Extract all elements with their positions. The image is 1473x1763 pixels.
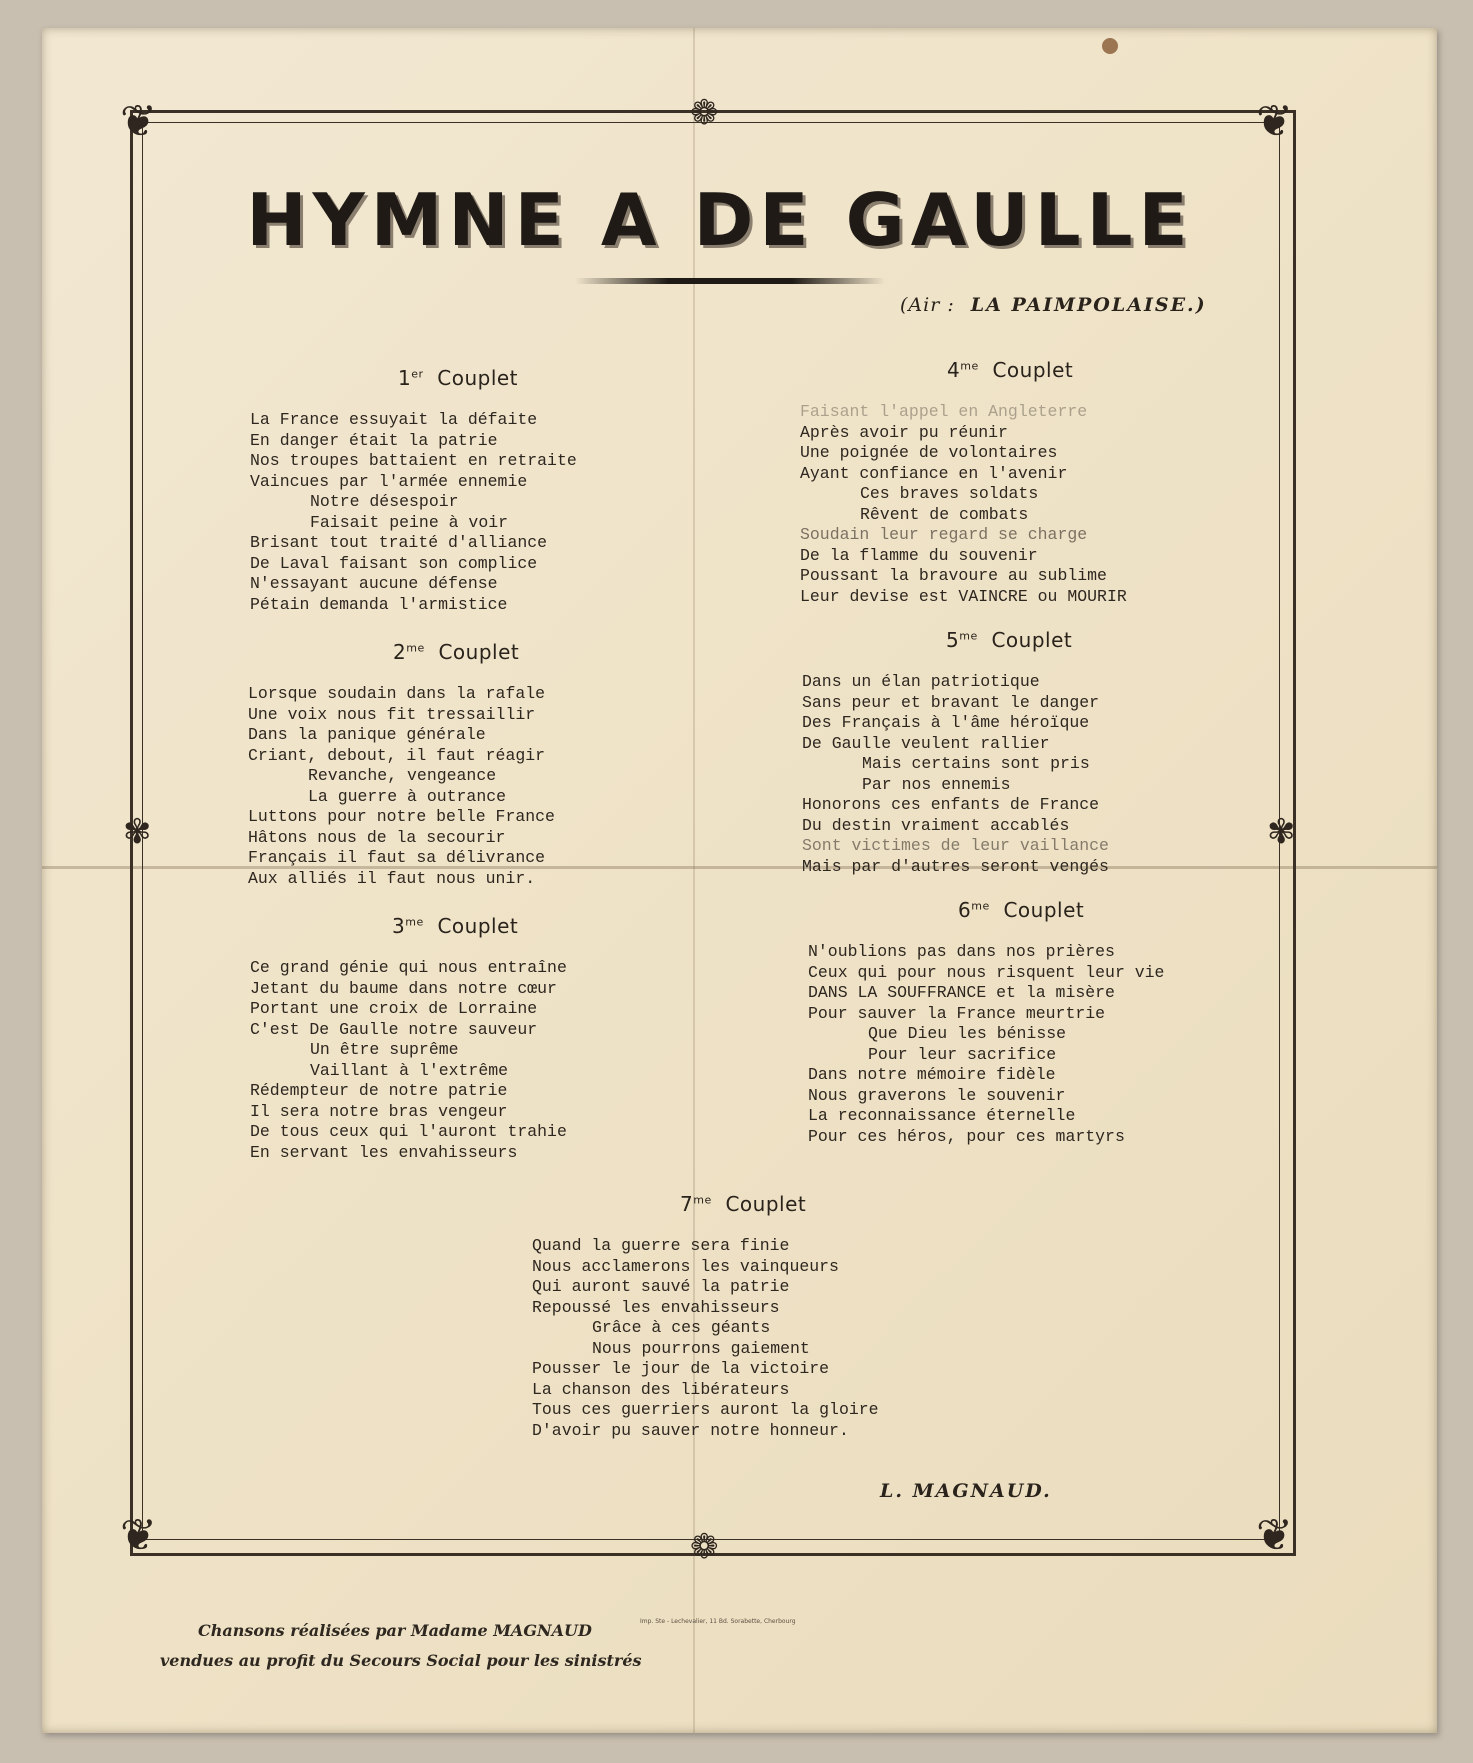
verse-line: Dans la panique générale xyxy=(248,725,486,744)
verse-line: Honorons ces enfants de France xyxy=(802,795,1100,814)
couplet-2 xyxy=(248,640,668,889)
verse-line: Faisait peine à voir xyxy=(310,512,509,532)
couplet-6 xyxy=(808,898,1228,1147)
air-prefix: (Air : xyxy=(900,294,955,316)
verse-line: Par nos ennemis xyxy=(862,774,1011,794)
verse-line: Criant, debout, il faut réagir xyxy=(248,745,546,765)
corner-ornament-top-right-icon: ❦ xyxy=(1256,96,1293,147)
verse-line: Poussant la bravoure au sublime xyxy=(800,566,1107,585)
couplet-lines xyxy=(248,684,668,889)
rust-stain xyxy=(1102,38,1118,54)
verse-line: Hâtons nous de la secourir xyxy=(248,827,506,847)
author-signature: L. MAGNAUD. xyxy=(880,1480,1052,1502)
verse-line: Vaincues par l'armée ennemie xyxy=(250,471,528,491)
verse-line: Aux alliés il faut nous unir. xyxy=(248,868,536,888)
verse-line: Sans peur et bravant le danger xyxy=(802,692,1100,712)
right-mid-ornament-icon: ✾ xyxy=(1267,812,1296,852)
corner-ornament-bottom-left-icon: ❦ xyxy=(120,1510,157,1561)
verse-line: De tous ceux qui l'auront trahie xyxy=(250,1122,567,1141)
verse-line: De Laval faisant son complice xyxy=(250,553,538,573)
printer-credit: Imp. Ste - Lechevalier, 11 Bd. Sorabette, Cherbourg xyxy=(640,1618,796,1625)
couplet-4 xyxy=(800,358,1220,607)
couplet-5 xyxy=(802,628,1222,877)
verse-line: Après avoir pu réunir xyxy=(800,422,1008,442)
verse-line: Dans un élan patriotique xyxy=(802,672,1040,691)
verse-line: En danger était la patrie xyxy=(250,430,498,450)
verse-line: Nous graverons le souvenir xyxy=(808,1085,1066,1105)
verse-line: En servant les envahisseurs xyxy=(250,1142,518,1162)
verse-line: N'essayant aucune défense xyxy=(250,574,498,593)
verse-line: N'oublions pas dans nos prières xyxy=(808,942,1115,961)
verse-line: Ces braves soldats xyxy=(860,484,1039,503)
verse-line: Mais certains sont pris xyxy=(862,754,1090,773)
verse-line: Pour ces héros, pour ces martyrs xyxy=(808,1126,1125,1146)
verse-line: Des Français à l'âme héroïque xyxy=(802,713,1090,732)
air-tune-note xyxy=(900,294,1207,316)
page-title: HYMNE A DE GAULLE xyxy=(246,178,1194,262)
left-mid-ornament-icon: ✾ xyxy=(123,812,152,852)
verse-line: Du destin vraiment accablés xyxy=(802,815,1070,835)
verse-line: Rédempteur de notre patrie xyxy=(250,1081,508,1100)
verse-line: Sont victimes de leur vaillance xyxy=(802,836,1109,855)
footer-line-2: vendues au profit du Secours Social pour les sinistrés xyxy=(160,1651,642,1670)
footer-note xyxy=(160,1616,642,1676)
verse-line: La chanson des libérateurs xyxy=(532,1379,790,1399)
corner-ornament-top-left-icon: ❦ xyxy=(120,96,157,147)
verse-line: DANS LA SOUFFRANCE et la misère xyxy=(808,983,1115,1002)
verse-line: Un être suprême xyxy=(310,1040,459,1059)
couplet-title: $5^{me}$ Couplet xyxy=(946,628,1073,652)
verse-line: Nous pourrons gaiement xyxy=(592,1338,810,1358)
verse-line: C'est De Gaulle notre sauveur xyxy=(250,1019,538,1039)
verse-line: Repoussé les envahisseurs xyxy=(532,1297,780,1317)
couplet-1 xyxy=(250,366,670,615)
verse-line: Une voix nous fit tressaillir xyxy=(248,704,536,724)
verse-line: Qui auront sauvé la patrie xyxy=(532,1277,790,1296)
verse-line: La reconnaissance éternelle xyxy=(808,1106,1076,1125)
verse-line: Luttons pour notre belle France xyxy=(248,807,555,826)
verse-line: Mais par d'autres seront vengés xyxy=(802,856,1109,876)
verse-line: La guerre à outrance xyxy=(308,786,507,806)
verse-line: Revanche, vengeance xyxy=(308,766,497,785)
couplet-title: 1er Couplet xyxy=(398,366,519,390)
couplet-title: $6^{me}$ Couplet xyxy=(958,898,1085,922)
verse-line: Soudain leur regard se charge xyxy=(800,525,1088,544)
verse-line: Tous ces guerriers auront la gloire xyxy=(532,1400,879,1419)
couplet-title: $7^{me}$ Couplet xyxy=(680,1192,807,1216)
verse-line: Il sera notre bras vengeur xyxy=(250,1101,508,1121)
verse-line: Nos troupes battaient en retraite xyxy=(250,451,577,470)
verse-line: Ce grand génie qui nous entraîne xyxy=(250,958,567,977)
couplet-lines xyxy=(800,402,1220,607)
couplet-lines xyxy=(532,1236,952,1441)
verse-line: Une poignée de volontaires xyxy=(800,443,1058,462)
verse-line: La France essuyait la défaite xyxy=(250,410,538,429)
verse-line: Jetant du baume dans notre cœur xyxy=(250,978,557,998)
verse-line: Notre désespoir xyxy=(310,492,459,511)
verse-line: Rêvent de combats xyxy=(860,504,1029,524)
verse-line: Faisant l'appel en Angleterre xyxy=(800,402,1088,421)
verse-line: Brisant tout traité d'alliance xyxy=(250,533,548,552)
corner-ornament-bottom-right-icon: ❦ xyxy=(1256,1510,1293,1561)
verse-line: Quand la guerre sera finie xyxy=(532,1236,790,1255)
couplet-7 xyxy=(532,1192,952,1441)
verse-line: D'avoir pu sauver notre honneur. xyxy=(532,1420,849,1440)
couplet-lines xyxy=(808,942,1228,1147)
verse-line: Vaillant à l'extrême xyxy=(310,1060,509,1080)
verse-line: Pour leur sacrifice xyxy=(868,1044,1057,1064)
footer-line-1: Chansons réalisées par Madame MAGNAUD xyxy=(198,1621,592,1640)
couplet-lines xyxy=(250,410,670,615)
title-underline xyxy=(575,278,885,284)
verse-line: Ayant confiance en l'avenir xyxy=(800,463,1068,483)
couplet-title: $4^{me}$ Couplet xyxy=(947,358,1074,382)
verse-line: Pétain demanda l'armistice xyxy=(250,594,508,614)
couplet-3 xyxy=(250,914,670,1163)
verse-line: Pousser le jour de la victoire xyxy=(532,1359,830,1378)
verse-line: Grâce à ces géants xyxy=(592,1318,771,1337)
verse-line: Que Dieu les bénisse xyxy=(868,1024,1067,1043)
couplet-lines xyxy=(802,672,1222,877)
verse-line: Français il faut sa délivrance xyxy=(248,848,546,867)
verse-line: Lorsque soudain dans la rafale xyxy=(248,684,546,703)
verse-line: Portant une croix de Lorraine xyxy=(250,999,538,1018)
verse-line: De la flamme du souvenir xyxy=(800,545,1038,565)
verse-line: De Gaulle veulent rallier xyxy=(802,733,1050,753)
verse-line: Nous acclamerons les vainqueurs xyxy=(532,1256,839,1276)
verse-line: Pour sauver la France meurtrie xyxy=(808,1003,1106,1023)
verse-line: Dans notre mémoire fidèle xyxy=(808,1065,1056,1084)
couplet-title: $3^{me}$ Couplet xyxy=(392,914,519,938)
verse-line: Leur devise est VAINCRE ou MOURIR xyxy=(800,586,1127,606)
couplet-lines xyxy=(250,958,670,1163)
verse-line: Ceux qui pour nous risquent leur vie xyxy=(808,962,1165,982)
couplet-title: $2^{me}$ Couplet xyxy=(393,640,520,664)
air-tune-name: LA PAIMPOLAISE.) xyxy=(970,294,1207,316)
top-center-ornament-icon: ❁ xyxy=(690,93,719,133)
bottom-center-ornament-icon: ❁ xyxy=(690,1527,719,1567)
